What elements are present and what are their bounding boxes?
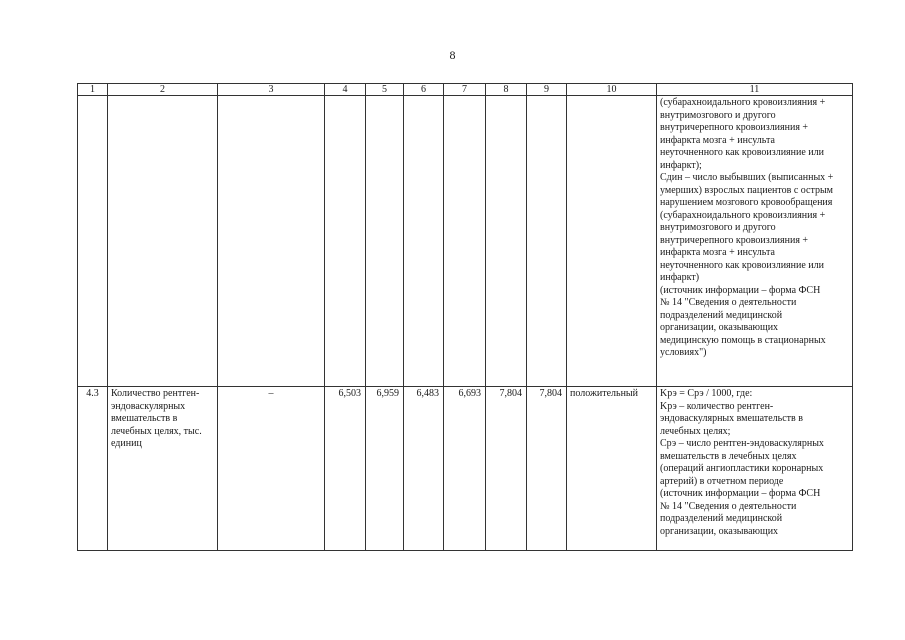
description-line: внутричерепного кровоизлияния + [660, 234, 809, 246]
name-line: лечебных целях, тыс. [111, 425, 202, 437]
table-cell [108, 96, 218, 387]
description-line: (источник информации – форма ФСН [660, 284, 821, 296]
name-line: эндоваскулярных [111, 400, 186, 412]
table-row-4-3 [78, 387, 853, 551]
description-line: эндоваскулярных вмешательств в [660, 413, 803, 424]
table-cell [325, 96, 366, 387]
description-line: Kрэ = Cрэ / 1000, где: [660, 388, 753, 399]
description-line: условиях") [660, 347, 707, 358]
description-line: подразделений медицинской [660, 309, 783, 321]
description-line: Kрэ – количество рентген- [660, 400, 774, 412]
value-cell: 6,483 [404, 387, 444, 551]
description-line: внутримозгового и другого [660, 222, 776, 233]
header-cell: 6 [404, 84, 444, 96]
header-cell: 2 [108, 84, 218, 96]
table-cell [78, 96, 108, 387]
description-line: инфаркта мозга + инсульта [660, 134, 775, 146]
description-line: организации, оказывающих [660, 322, 779, 333]
description-line: (субарахноидального кровоизлияния + [660, 209, 826, 221]
value-cell: 6,959 [366, 387, 404, 551]
name-line: Количество рентген- [111, 388, 200, 399]
description-line: внутричерепного кровоизлияния + [660, 122, 809, 133]
page-number: 8 [449, 48, 456, 62]
description-line: Cрэ – число рентген-эндоваскулярных [660, 438, 824, 449]
value-cell: 7,804 [486, 387, 527, 551]
indicator-name [108, 387, 218, 551]
indicators-table [77, 83, 853, 551]
description-line: нарушением мозгового кровообращения [660, 197, 833, 208]
table-cell [567, 96, 657, 387]
method-description-cell [657, 96, 853, 387]
description-line: организации, оказывающих [660, 525, 779, 537]
header-cell: 7 [444, 84, 486, 96]
table-cell [444, 96, 486, 387]
description-line: (операций ангиопластики коронарных [660, 463, 824, 474]
header-cell: 3 [218, 84, 325, 96]
description-line: неуточненного как кровоизлияние или [660, 259, 824, 271]
description-line: инфаркта мозга + инсульта [660, 247, 775, 258]
description-line: умерших) взрослых пациентов с острым [660, 184, 833, 196]
description-line: внутримозгового и другого [660, 109, 776, 121]
value-cell: 6,693 [444, 387, 486, 551]
direction-cell: положительный [567, 387, 657, 551]
description-line: инфаркт); [660, 159, 702, 171]
value-cell: 6,503 [325, 387, 366, 551]
table-cell [486, 96, 527, 387]
name-line: вмешательств в [111, 413, 178, 424]
base-value-cell: – [218, 387, 325, 551]
value-cell: 7,804 [527, 387, 567, 551]
table-cell [218, 96, 325, 387]
header-cell: 4 [325, 84, 366, 96]
column-number-row [78, 84, 853, 96]
description-line: подразделений медицинской [660, 513, 783, 524]
header-cell: 9 [527, 84, 567, 96]
method-description-cell [657, 387, 853, 551]
row-code: 4.3 [78, 387, 108, 551]
description-line: № 14 "Сведения о деятельности [660, 297, 797, 308]
description-line: инфаркт) [660, 272, 700, 283]
description-line: № 14 "Сведения о деятельности [660, 500, 797, 512]
description-line: вмешательств в лечебных целях [660, 450, 797, 462]
table-cell [404, 96, 444, 387]
table-row-continuation [78, 96, 853, 387]
description-line: неуточненного как кровоизлияние или [660, 147, 824, 158]
description-line: медицинскую помощь в стационарных [660, 334, 826, 346]
description-line: лечебных целях; [660, 425, 731, 437]
header-cell: 11 [657, 84, 853, 96]
table-cell [366, 96, 404, 387]
description-line: артерий) в отчетном периоде [660, 475, 784, 487]
table-cell [527, 96, 567, 387]
name-line: единиц [111, 438, 142, 449]
description-line: (источник информации – форма ФСН [660, 488, 821, 499]
description-line: Cдин – число выбывших (выписанных + [660, 172, 834, 183]
header-cell: 8 [486, 84, 527, 96]
header-cell: 10 [567, 84, 657, 96]
description-line: (субарахноидального кровоизлияния + [660, 97, 826, 108]
header-cell: 1 [78, 84, 108, 96]
header-cell: 5 [366, 84, 404, 96]
